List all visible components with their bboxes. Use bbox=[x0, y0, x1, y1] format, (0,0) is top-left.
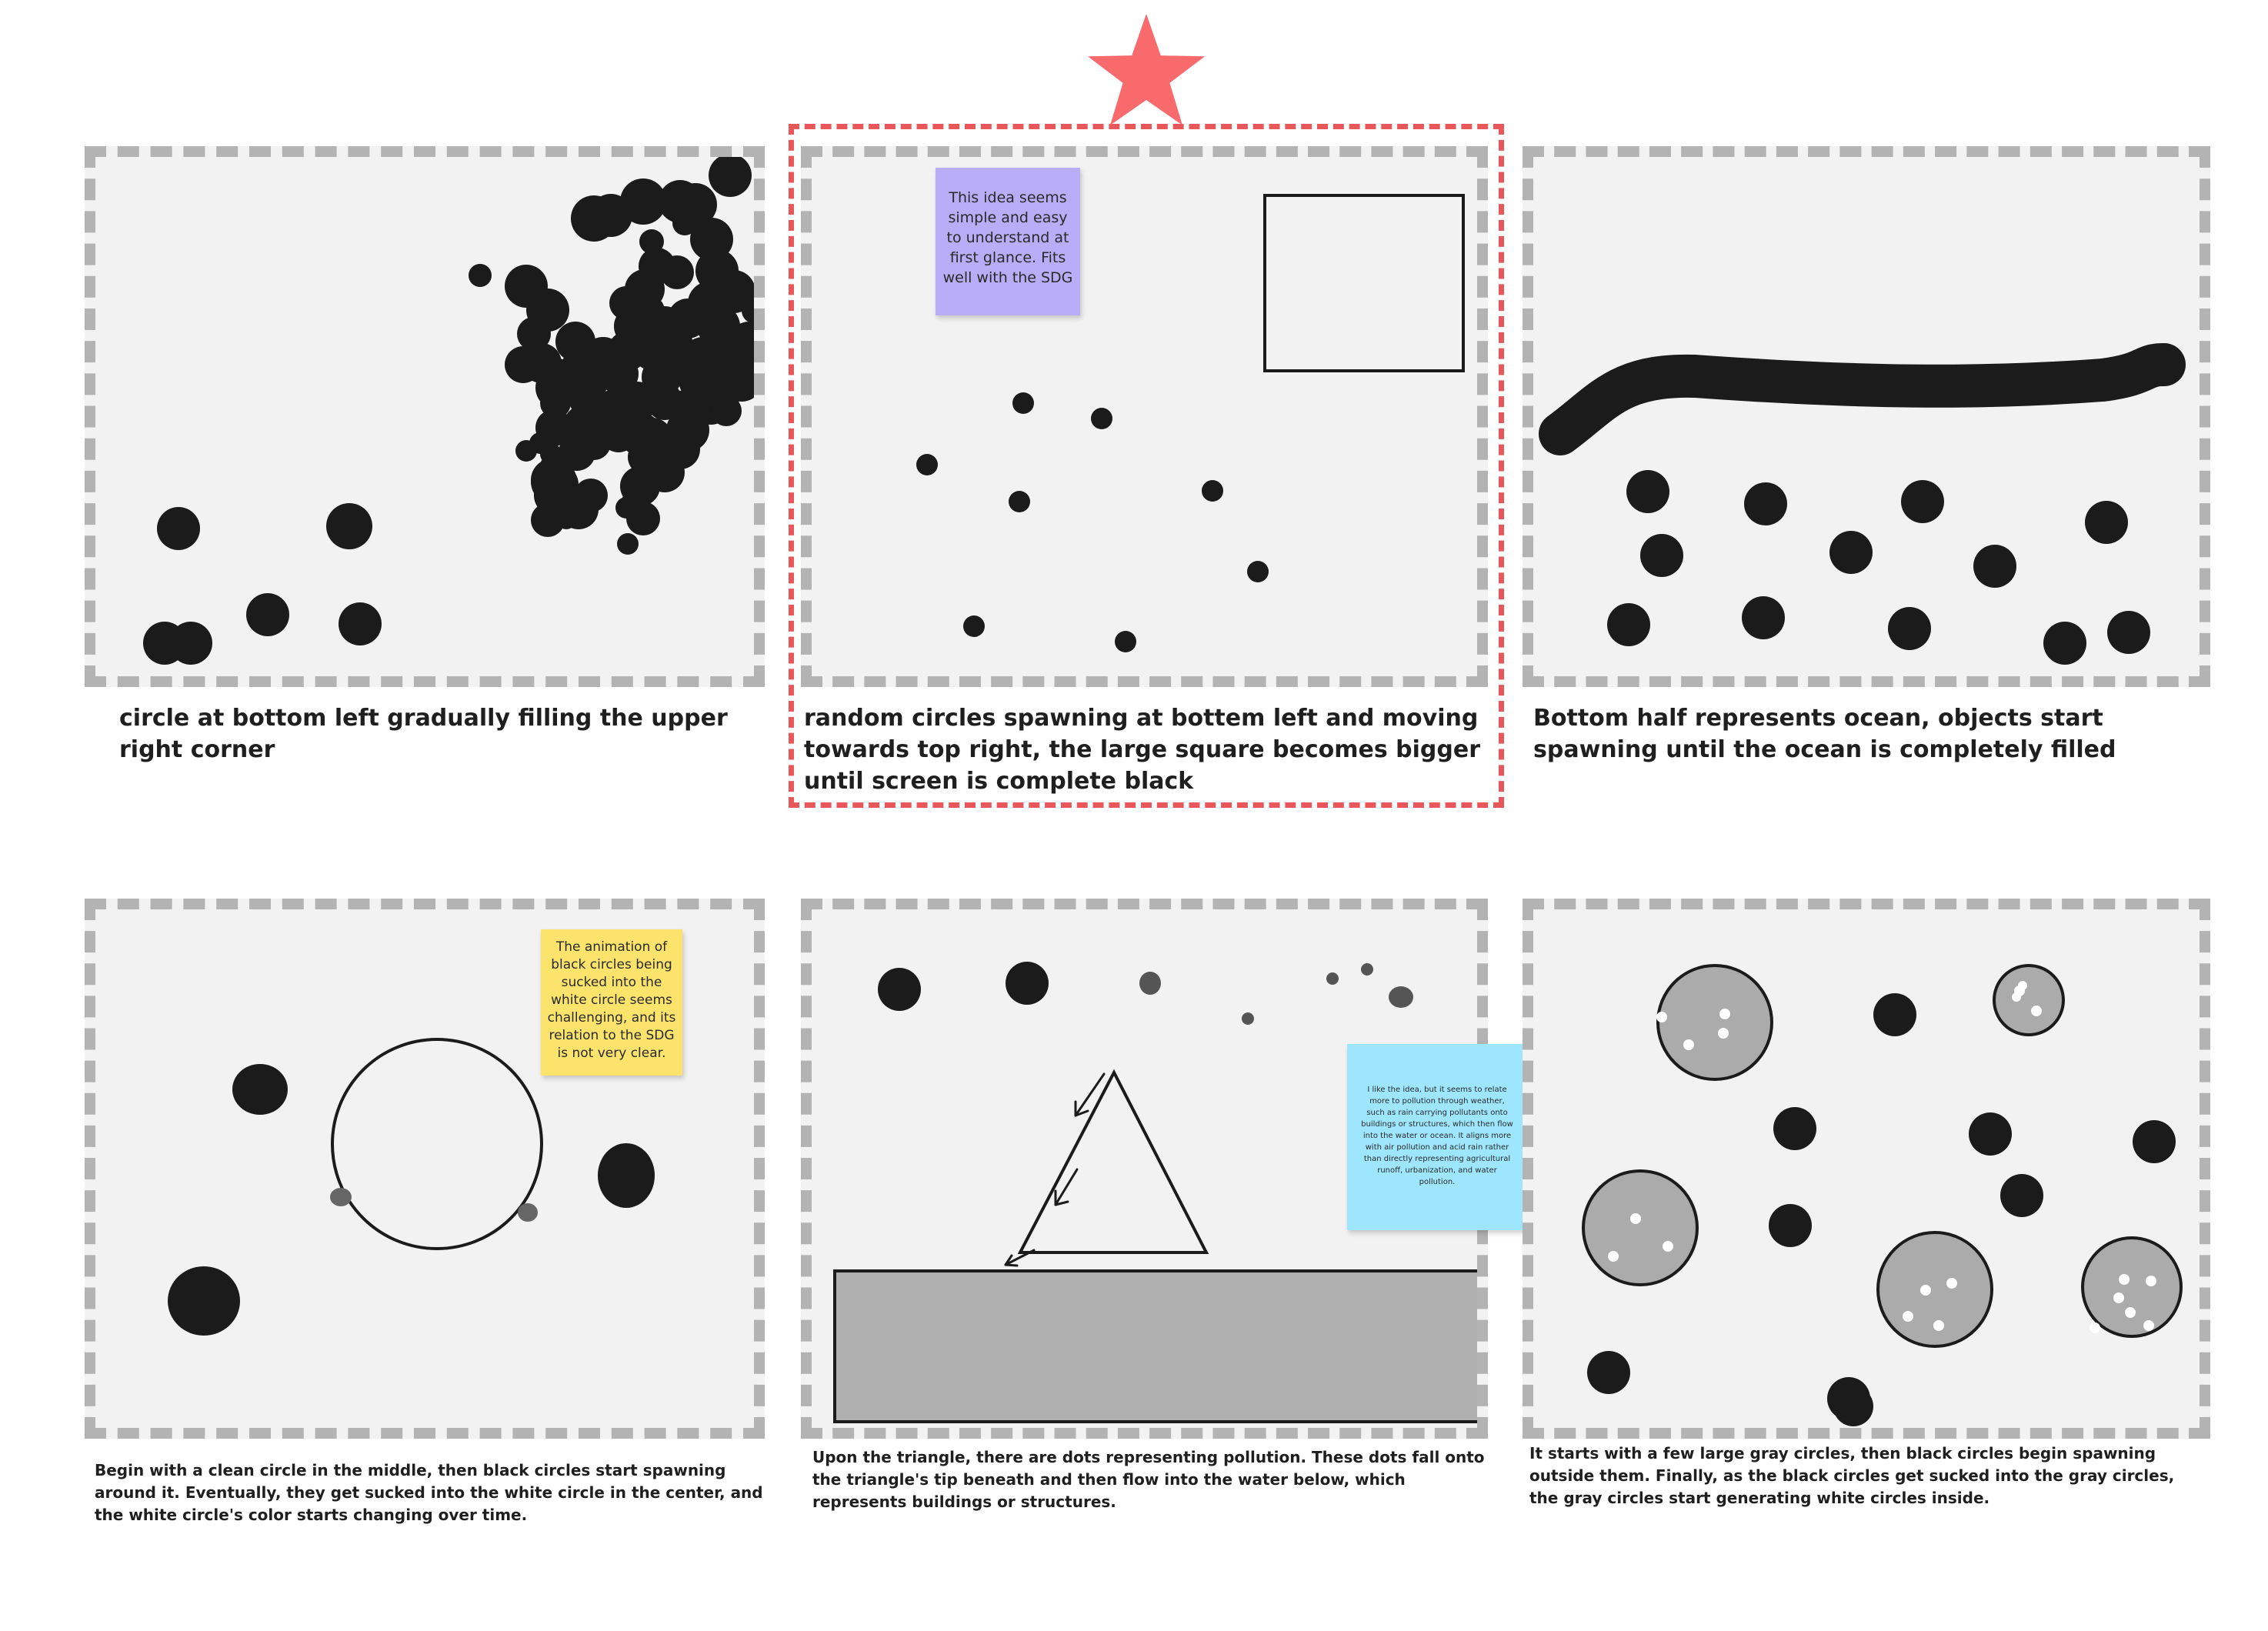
white-dot bbox=[2146, 1276, 2156, 1286]
sticky-note-yellow[interactable] bbox=[541, 929, 682, 1076]
black-circle bbox=[515, 440, 537, 462]
pollution-dot bbox=[1361, 963, 1373, 976]
black-circle bbox=[1744, 482, 1787, 525]
sticky-note-cyan[interactable] bbox=[1347, 1044, 1527, 1230]
frame-1-drawing bbox=[95, 157, 765, 687]
black-circle bbox=[575, 372, 606, 403]
black-circle bbox=[2107, 611, 2150, 654]
black-circle bbox=[1888, 607, 1931, 650]
frame-4-caption: Begin with a clean circle in the middle, then black circles start spawning around it. Eventually, they get sucked into the white circle in the center, and the white circle's color starts changing over time. bbox=[95, 1461, 763, 1524]
white-circle bbox=[332, 1039, 542, 1249]
sticky-note-text: than directly representing agricultural bbox=[1363, 1155, 1511, 1163]
pollution-dot bbox=[1389, 986, 1413, 1008]
black-circle bbox=[1873, 993, 1916, 1036]
triangle-building bbox=[1020, 1072, 1206, 1252]
black-circle bbox=[1901, 480, 1944, 523]
sticky-note-text: challenging, and its bbox=[547, 1010, 676, 1026]
black-circle bbox=[660, 255, 694, 289]
black-circle bbox=[517, 317, 551, 351]
white-dot bbox=[2113, 1292, 2124, 1303]
gray-circle bbox=[1583, 1171, 1697, 1285]
frame-1-caption: circle at bottom left gradually filling the upper right corner bbox=[119, 705, 728, 763]
sticky-note-text: simple and easy bbox=[948, 209, 1068, 226]
gray-circle bbox=[518, 1203, 538, 1222]
frame-5-caption: Upon the triangle, there are dots representing pollution. These dots fall onto the triangle's tip beneath and then flow into the water below, which represents buildings or structures. bbox=[812, 1448, 1485, 1511]
water-rectangle bbox=[835, 1271, 1479, 1422]
sticky-note-text: The animation of bbox=[555, 939, 668, 955]
black-circle bbox=[339, 602, 382, 645]
storyboard-frame-1[interactable] bbox=[85, 146, 765, 687]
white-dot bbox=[2012, 992, 2021, 1002]
black-circle bbox=[469, 264, 492, 287]
white-dot bbox=[2119, 1274, 2130, 1285]
white-dot bbox=[1663, 1241, 1673, 1252]
black-circle bbox=[1626, 470, 1669, 513]
white-dot bbox=[1718, 1028, 1729, 1039]
white-dot bbox=[2143, 1320, 2154, 1331]
sticky-note-text: I like the idea, but it seems to relate bbox=[1367, 1086, 1507, 1094]
black-circle bbox=[574, 197, 617, 240]
black-circle bbox=[542, 499, 566, 523]
sticky-note-text: is not very clear. bbox=[557, 1046, 666, 1061]
storyboard-frame-3[interactable] bbox=[1523, 146, 2210, 687]
sticky-note-text: well with the SDG bbox=[942, 269, 1073, 286]
sticky-note-text: relation to the SDG bbox=[549, 1028, 675, 1043]
white-dot bbox=[1656, 1012, 1667, 1022]
black-circle bbox=[615, 497, 637, 519]
black-circle bbox=[1640, 534, 1683, 577]
white-dot bbox=[1683, 1039, 1694, 1050]
frame-6-caption: It starts with a few large gray circles, then black circles begin spawning outside them. Finally, as the black circles get sucked into the gray circles, the gray circles start generating white circles inside. bbox=[1529, 1444, 2175, 1507]
black-circle bbox=[555, 322, 595, 362]
black-circle bbox=[1969, 1112, 2012, 1156]
black-circle bbox=[709, 157, 752, 197]
black-circle bbox=[2000, 1174, 2043, 1217]
black-circle bbox=[326, 503, 372, 549]
black-circle bbox=[1769, 1204, 1812, 1247]
sticky-note-text: with air pollution and acid rain rather bbox=[1365, 1143, 1509, 1152]
sticky-note-text: into the water or ocean. It aligns more bbox=[1362, 1132, 1512, 1140]
black-circle bbox=[1973, 545, 2016, 588]
black-circle bbox=[565, 440, 580, 455]
sticky-note-text: buildings or structures, which then flow bbox=[1361, 1120, 1513, 1129]
black-circle bbox=[1742, 596, 1785, 639]
pollution-dot bbox=[1139, 972, 1161, 995]
black-circle bbox=[540, 388, 571, 419]
sticky-note-text: pollution. bbox=[1419, 1178, 1456, 1186]
sticky-note-text: more to pollution through weather, bbox=[1369, 1097, 1505, 1106]
pollution-dot bbox=[1006, 962, 1049, 1005]
black-circle bbox=[714, 341, 754, 381]
black-circle bbox=[711, 395, 742, 426]
black-circle bbox=[617, 533, 639, 555]
black-circle bbox=[246, 593, 289, 636]
black-circle bbox=[608, 368, 632, 392]
sticky-note-text: black circles being bbox=[551, 957, 672, 972]
black-circle bbox=[1829, 531, 1873, 574]
pollution-dot bbox=[1242, 1012, 1254, 1025]
black-circle bbox=[157, 507, 200, 550]
star-icon bbox=[1085, 14, 1208, 131]
white-dot bbox=[1630, 1213, 1641, 1224]
black-circle bbox=[168, 1266, 240, 1336]
ocean-line bbox=[1560, 365, 2164, 434]
black-circle bbox=[635, 446, 672, 483]
white-dot bbox=[2125, 1307, 2136, 1318]
gray-circle bbox=[1994, 966, 2063, 1035]
black-circle bbox=[169, 622, 212, 665]
pollution-dot bbox=[1326, 972, 1339, 985]
sticky-note-text: such as rain carrying pollutants onto bbox=[1366, 1109, 1508, 1117]
black-circle bbox=[625, 314, 655, 345]
frame-2-caption: random circles spawning at bottem left and moving towards top right, the large square becomes bigger until screen is complete black bbox=[804, 705, 1481, 795]
white-dot bbox=[1719, 1009, 1730, 1019]
black-circle bbox=[1607, 603, 1650, 646]
black-circle bbox=[2085, 501, 2128, 544]
black-circle bbox=[232, 1064, 288, 1115]
white-dot bbox=[1608, 1251, 1619, 1262]
gray-circle bbox=[2083, 1238, 2181, 1336]
black-circle bbox=[662, 326, 692, 357]
black-circle bbox=[1833, 1386, 1873, 1426]
white-dot bbox=[2018, 981, 2027, 990]
black-circle bbox=[2133, 1120, 2176, 1163]
sticky-note-text: sucked into the bbox=[561, 975, 662, 990]
frame-3-caption: Bottom half represents ocean, objects start spawning until the ocean is completely filled bbox=[1533, 705, 2116, 763]
black-circle bbox=[2043, 622, 2086, 665]
selected-idea-highlight bbox=[789, 124, 1504, 808]
storyboard-frame-6[interactable] bbox=[1523, 899, 2210, 1439]
frame-3-drawing bbox=[1533, 157, 2210, 687]
black-circle bbox=[505, 346, 542, 383]
black-circle bbox=[1773, 1107, 1816, 1150]
arrow-icon bbox=[1006, 1074, 1104, 1266]
black-circle bbox=[598, 1143, 655, 1208]
gray-circle bbox=[330, 1188, 352, 1206]
white-dot bbox=[1920, 1285, 1931, 1296]
sticky-note-text: white circle seems bbox=[551, 992, 672, 1008]
frame-6-drawing bbox=[1533, 909, 2210, 1439]
sticky-note-text: This idea seems bbox=[949, 189, 1067, 206]
sticky-note-text: first glance. Fits bbox=[949, 249, 1066, 266]
white-dot bbox=[1933, 1320, 1944, 1331]
white-dot bbox=[1946, 1278, 1957, 1289]
sticky-note-text: to understand at bbox=[946, 229, 1069, 246]
gray-circle bbox=[1658, 966, 1772, 1079]
white-dot bbox=[2031, 1006, 2042, 1016]
white-dot bbox=[2090, 1322, 2100, 1333]
black-circle bbox=[1587, 1351, 1630, 1394]
pollution-dot bbox=[878, 968, 921, 1011]
sticky-note-text: runoff, urbanization, and water bbox=[1377, 1166, 1497, 1175]
white-dot bbox=[1903, 1311, 1913, 1322]
